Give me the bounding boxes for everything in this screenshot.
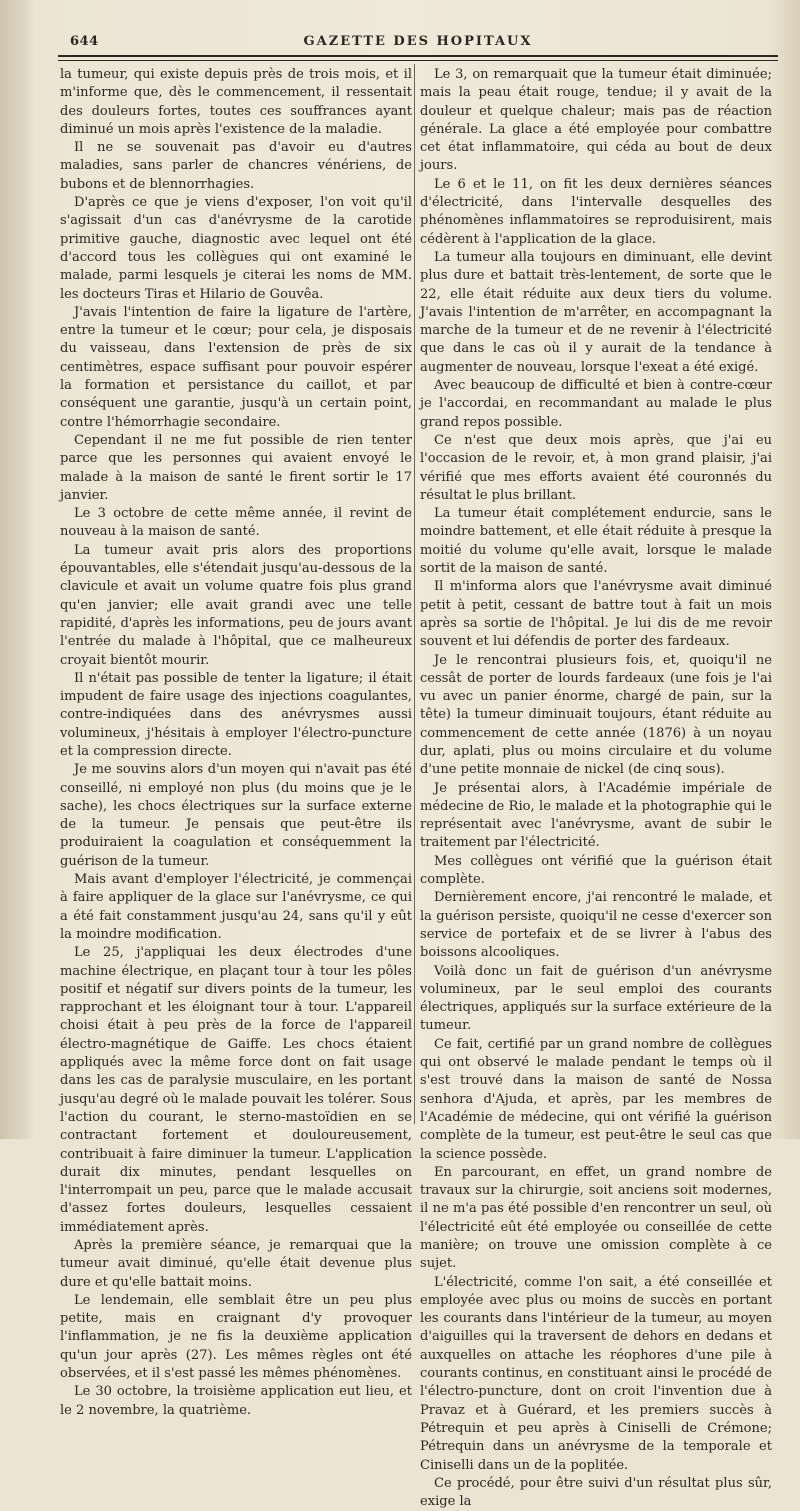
- paragraph: Le lendemain, elle semblait être un peu plus petite, mais en craignant d'y provoquer l'inflammation, je ne fis la deuxième application qu'un jour après (27). Les mêmes règles ont été observées, et il s'est passé les mêmes phénomènes.: [60, 1292, 412, 1382]
- left-column: [60, 66, 412, 1418]
- paragraph: Je présentai alors, à l'Académie impériale de médecine de Rio, le malade et la photographie qui le représentait avec l'anévrysme, avant de subir le traitement par l'électricité.: [420, 780, 772, 851]
- running-title: GAZETTE DES HOPITAUX: [303, 34, 533, 49]
- paragraph: Je le rencontrai plusieurs fois, et, quoiqu'il ne cessât de porter de lourds fardeaux (une fois je l'ai vu avec un panier énorme, chargé de pain, sur la tête) la tumeur diminuait toujours, étant réduite au commencement de cette année (1876) à un noyau dur, aplati, plus ou moins circulaire et du volume d'une petite monnaie de nickel (de cinq sous).: [420, 652, 772, 778]
- paragraph: La tumeur avait pris alors des proportions épouvantables, elle s'étendait jusqu'au-dessous de la clavicule et avait un volume quatre fois plus grand qu'en janvier; elle avait grandi avec une telle rapidité, d'après les informations, peu de jours avant l'entrée du malade à l'hôpital, que ce malheureux croyait bientôt mourir.: [60, 542, 412, 668]
- paragraph: la tumeur, qui existe depuis près de trois mois, et il m'informe que, dès le commencement, il ressentait des douleurs fortes, toutes ces souffrances ayant diminué un mois après l'existence de la maladie.: [60, 67, 412, 137]
- paragraph: Ce fait, certifié par un grand nombre de collègues qui ont observé le malade pendant le temps où il s'est trouvé dans la maison de santé de Nossa senhora d'Ajuda, et après, par les membres de l'Académie de médecine, qui ont vérifié la guérison complète de la tumeur, est peut-être le seul cas que la science possède.: [420, 1036, 772, 1162]
- paragraph: Dernièrement encore, j'ai rencontré le malade, et la guérison persiste, quoiqu'il ne cesse d'exercer son service de portefaix et de se livrer à l'abus des boissons alcooliques.: [420, 890, 772, 961]
- paragraph: Le 6 et le 11, on fit les deux dernières séances d'électricité, dans l'intervalle desquelles des phénomènes inflammatoires se reproduisirent, mais cédèrent à l'application de la glace.: [420, 176, 772, 247]
- paragraph: Le 3 octobre de cette même année, il revint de nouveau à la maison de santé.: [60, 506, 412, 540]
- paragraph: Il n'était pas possible de tenter la ligature; il était impudent de faire usage des injections coagulantes, contre-indiquées dans des anévrysmes aussi volumineux, j'hésitais à employer l'électro-puncture et la compression directe.: [60, 670, 412, 759]
- paragraph: Mais avant d'employer l'électricité, je commençai à faire appliquer de la glace sur l'anévrysme, ce qui a été fait constamment jusqu'au 24, sans qu'il y eût la moindre modification.: [60, 872, 412, 942]
- right-column: [420, 66, 772, 1510]
- paragraph: Le 30 octobre, la troisième application eut lieu, et le 2 novembre, la quatrième.: [60, 1384, 412, 1418]
- paragraph: Le 3, on remarquait que la tumeur était diminuée; mais la peau était rouge, tendue; il y avait de la douleur et quelque chaleur; mais pas de réaction générale. La glace a été employée pour combattre cet état inflammatoire, qui céda au bout de deux jours.: [420, 67, 772, 174]
- paragraph: J'avais l'intention de faire la ligature de l'artère, entre la tumeur et le cœur; pour cela, je disposais du vaisseau, dans l'extension de près de six centimètres, espace suffisant pour pouvoir espérer la formation et persistance du caillot, et par conséquent une garantie, jusqu'à un certain point, contre l'hémorrhagie secondaire.: [60, 304, 412, 430]
- paragraph: Je me souvins alors d'un moyen qui n'avait pas été conseillé, ni employé non plus (du moins que je le sache), les chocs électriques sur la surface externe de la tumeur. Je pensais que peut-être ils produiraient la coagulation et conséquemment la guérison de la tumeur.: [60, 762, 412, 869]
- paragraph: Cependant il ne me fut possible de rien tenter parce que les personnes qui avaient envoyé le malade à la maison de santé le firent sortir le 17 janvier.: [60, 432, 412, 503]
- page-number: 644: [70, 34, 99, 49]
- paragraph: D'après ce que je viens d'exposer, l'on voit qu'il s'agissait d'un cas d'anévrysme de la carotide primitive gauche, diagnostic avec lequel ont été d'accord tous les collègues qui ont examiné le malade, parmi lesquels je citerai les noms de MM. les docteurs Tiras et Hilario de Gouvêa.: [60, 195, 412, 302]
- column-divider: [414, 64, 415, 1124]
- paragraph: Le 25, j'appliquai les deux électrodes d'une machine électrique, en plaçant tour à tour les pôles positif et négatif sur divers points de la tumeur, les rapprochant et les éloignant tour à tour. L'appareil choisi était à peu près de la force de l'appareil électro-magnétique de Gaiffe. Les chocs étaient appliqués avec la même force dont on fait usage dans les cas de paralysie musculaire, en les portant jusqu'au degré où le malade pouvait les tolérer. Sous l'action du courant, le sterno-mastoïdien en se contractant fortement et douloureusement, contribuait à faire diminuer la tumeur. L'application durait dix minutes, pendant lesquelles on l'interrompait un peu, parce que le malade accusait d'assez fortes douleurs, lesquelles cessaient immédiatement après.: [60, 945, 412, 1235]
- paragraph: Avec beaucoup de difficulté et bien à contre-cœur je l'accordai, en recommandant au malade le plus grand repos possible.: [420, 378, 772, 430]
- paragraph: Ce procédé, pour être suivi d'un résultat plus sûr, exige la: [420, 1475, 772, 1510]
- binding-gutter: [0, 0, 36, 1139]
- paragraph: Voilà donc un fait de guérison d'un anévrysme volumineux, par le seul emploi des courants électriques, appliqués sur la surface extérieure de la tumeur.: [420, 963, 772, 1034]
- page-header: [58, 30, 778, 56]
- paragraph: Il ne se souvenait pas d'avoir eu d'autres maladies, sans parler de chancres vénériens, de bubons et de blennorrhagies.: [60, 140, 412, 192]
- paragraph: La tumeur était complétement endurcie, sans le moindre battement, et elle était réduite à presque la moitié du volume qu'elle avait, lorsque le malade sortit de la maison de santé.: [420, 506, 772, 577]
- paragraph: Ce n'est que deux mois après, que j'ai eu l'occasion de le revoir, et, à mon grand plaisir, j'ai vérifié que mes efforts avaient été couronnés du résultat le plus brillant.: [420, 432, 772, 503]
- header-rule-thick: [58, 55, 778, 57]
- paragraph: Après la première séance, je remarquai que la tumeur avait diminué, qu'elle était devenue plus dure et qu'elle battait moins.: [60, 1238, 412, 1290]
- paragraph: Mes collègues ont vérifié que la guérison était complète.: [420, 853, 772, 888]
- header-rule-thin: [58, 60, 778, 61]
- paragraph: En parcourant, en effet, un grand nombre de travaux sur la chirurgie, soit anciens soit modernes, il ne m'a pas été possible d'en rencontrer un seul, où l'électricité eût été employée ou conseillée de cette manière; on trouve une omission complète à ce sujet.: [420, 1164, 772, 1272]
- paragraph: La tumeur alla toujours en diminuant, elle devint plus dure et battait très-lentement, de sorte que le 22, elle était réduite aux deux tiers du volume. J'avais l'intention de m'arrêter, en accompagnant la marche de la tumeur et de ne revenir à l'électricité que dans le cas où il y aurait de la tendance à augmenter de nouveau, lorsque l'exeat a été exigé.: [420, 249, 772, 375]
- paragraph: Il m'informa alors que l'anévrysme avait diminué petit à petit, cessant de battre tout à fait un mois après sa sortie de l'hôpital. Je lui dis de me revoir souvent et lui défendis de porter des fardeaux.: [420, 579, 772, 650]
- paragraph: L'électricité, comme l'on sait, a été conseillée et employée avec plus ou moins de succès en portant les courants dans l'intérieur de la tumeur, au moyen d'aiguilles qui la traversent de dehors en dedans et auxquelles on attache les réophores d'une pile à courants continus, en constituant ainsi le procédé de l'électro-puncture, dont on croit l'invention due à Pravaz et à Guérard, et les premiers succès à Pétrequin et peu après à Ciniselli de Crémone; Pétrequin dans un anévrysme de la temporale et Ciniselli dans un de la poplitée.: [420, 1274, 772, 1473]
